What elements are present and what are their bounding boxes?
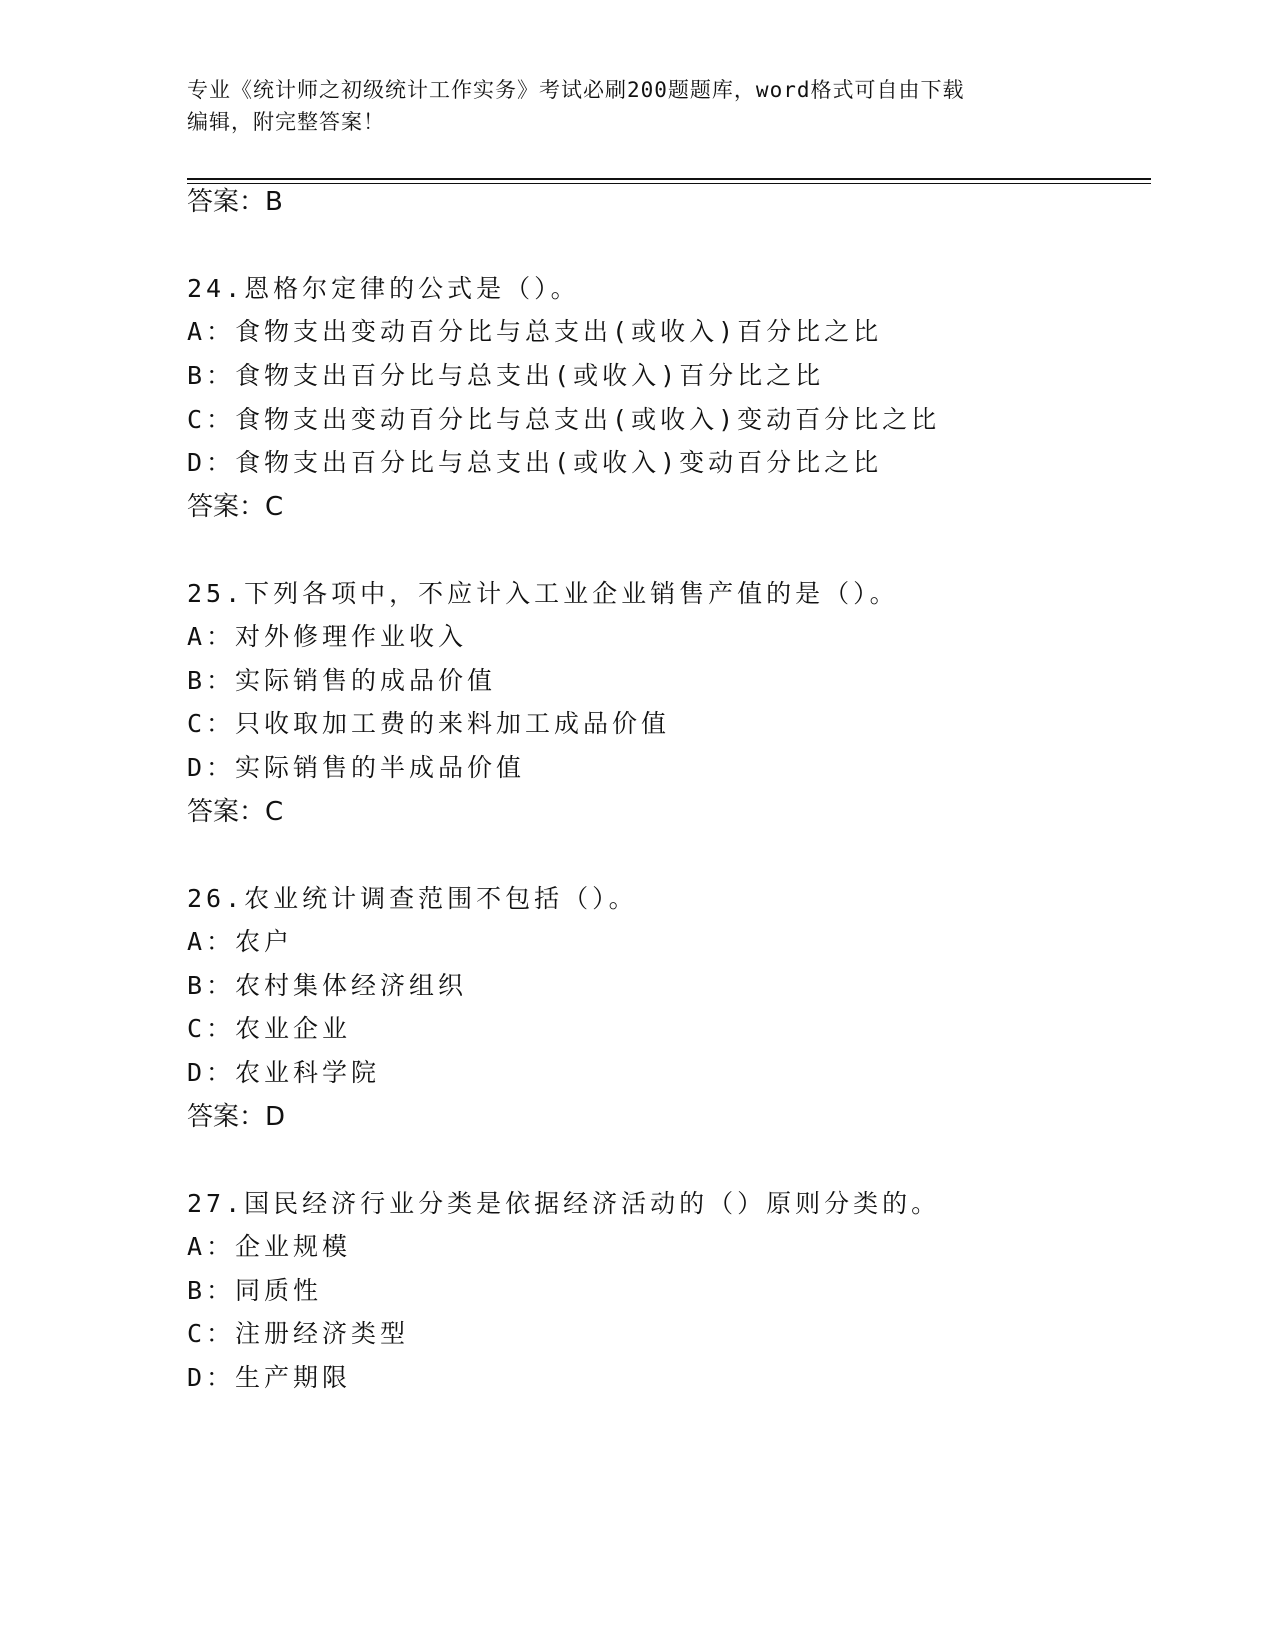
header-divider-thick: [187, 178, 1151, 180]
question-26-option-a: A：农户: [187, 927, 294, 956]
question-25-option-c: C：只收取加工费的来料加工成品价值: [187, 709, 671, 738]
question-24-option-b: B：食物支出百分比与总支出(或收入)百分比之比: [187, 361, 825, 390]
question-24-option-a: A：食物支出变动百分比与总支出(或收入)百分比之比: [187, 317, 883, 346]
question-27-option-a: A：企业规模: [187, 1232, 352, 1261]
question-26-option-b: B：农村集体经济组织: [187, 971, 468, 1000]
question-27-option-b: B：同质性: [187, 1276, 323, 1305]
question-27-stem: 27.国民经济行业分类是依据经济活动的（）原则分类的。: [187, 1189, 941, 1218]
header-line-2: 编辑，附完整答案！: [187, 110, 385, 134]
question-27-option-c: C：注册经济类型: [187, 1319, 410, 1348]
question-26-option-d: D：农业科学院: [187, 1058, 381, 1087]
question-26-stem: 26.农业统计调查范围不包括（）。: [187, 884, 638, 913]
question-26-answer: 答案：D: [187, 1102, 286, 1132]
question-25-stem: 25.下列各项中，不应计入工业企业销售产值的是（）。: [187, 579, 899, 608]
question-25-option-b: B：实际销售的成品价值: [187, 666, 497, 695]
question-26-option-c: C：农业企业: [187, 1014, 352, 1043]
question-24-option-c: C：食物支出变动百分比与总支出(或收入)变动百分比之比: [187, 405, 941, 434]
question-24-stem: 24.恩格尔定律的公式是（）。: [187, 274, 580, 303]
question-25-option-a: A：对外修理作业收入: [187, 622, 468, 651]
document-header: [187, 74, 1067, 138]
header-line-1: 专业《统计师之初级统计工作实务》考试必刷200题题库，word格式可自由下载: [187, 78, 965, 102]
question-24-option-d: D：食物支出百分比与总支出(或收入)变动百分比之比: [187, 448, 883, 477]
question-24-answer: 答案：C: [187, 492, 284, 522]
question-25-option-d: D：实际销售的半成品价值: [187, 753, 526, 782]
header-divider-thin: [187, 183, 1151, 184]
question-27-option-d: D：生产期限: [187, 1363, 352, 1392]
question-25-answer: 答案：C: [187, 797, 284, 827]
previous-answer: 答案：B: [187, 187, 283, 217]
